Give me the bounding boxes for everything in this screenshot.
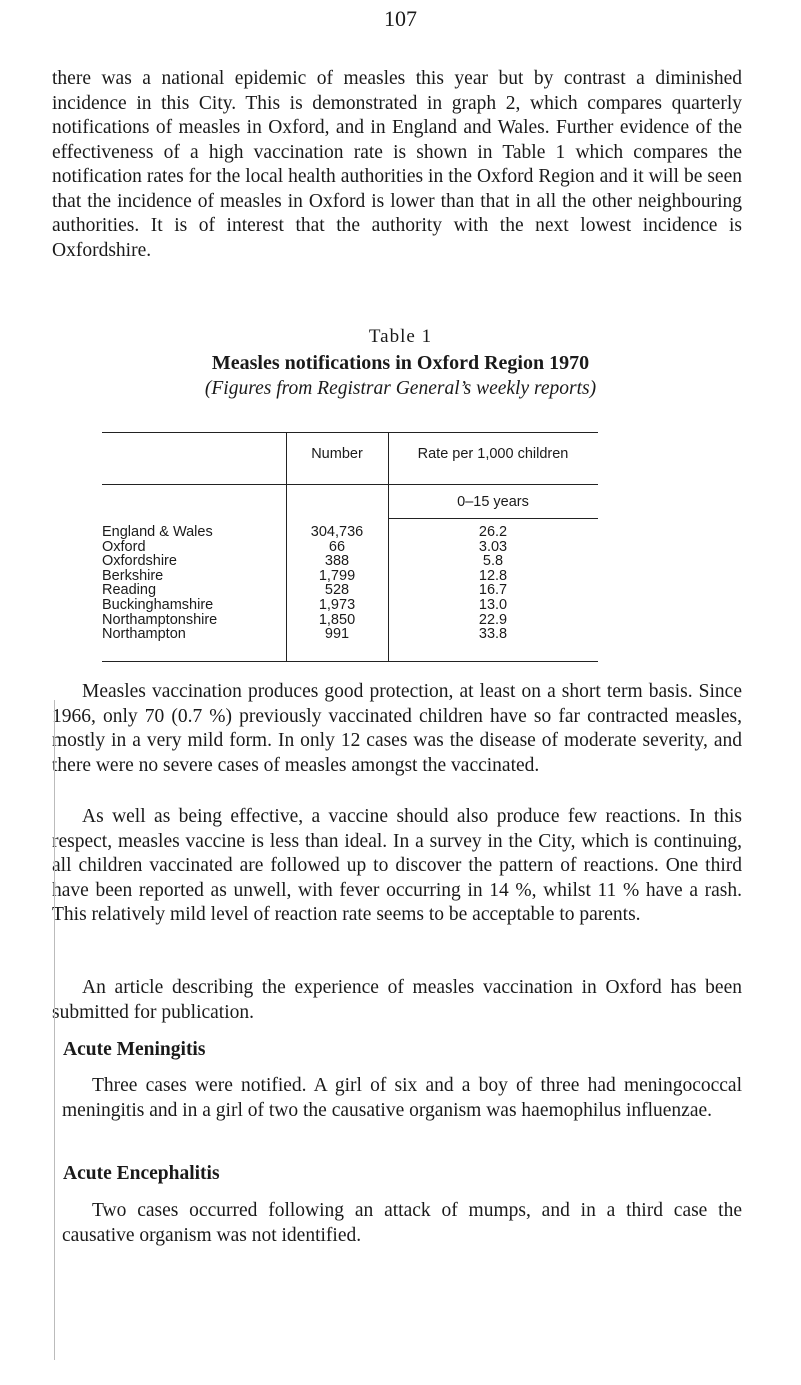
heading-acute-meningitis: Acute Meningitis: [63, 1039, 206, 1060]
table-cell-number: 304,736: [310, 524, 364, 540]
table-cell-number: 1,850: [318, 611, 356, 628]
measles-table: [102, 432, 598, 664]
table-cell-area: Buckinghamshire: [102, 596, 214, 613]
table-subheader-rule: [388, 518, 598, 519]
page-number: 107: [384, 6, 417, 31]
intro-paragraph: there was a national epidemic of measles this year but by contrast a diminished incidence in this City. This is demonstrated in graph 2, which compares quarterly notifications of measles in Oxford, and in England and Wales. Further evidence of the effectiveness of a high vaccination rate is shown in Table 1 which compares the notification rates for the local health authorities in the Oxford Region and it will be seen that the incidence of measles in Oxford is lower than that in all the other neighbouring authorities. It is of interest that the authority with the next lowest incidence is Oxfordshire.: [52, 68, 742, 261]
table-bottom-rule: [102, 661, 598, 662]
table-cell-rate: 5.8: [482, 553, 504, 570]
col-header-number: Number: [311, 446, 363, 462]
table-top-rule: [102, 432, 598, 433]
table-cell-number: 388: [324, 553, 350, 570]
area-column: [102, 525, 286, 642]
table-cell-rate: 16.7: [478, 582, 508, 599]
meningitis-paragraph: Three cases were notified. A girl of six and a boy of three had meningococcal meningitis and in a girl of two the causative organism was haemophilus influenzae.: [62, 1075, 742, 1121]
heading-acute-encephalitis: Acute Encephalitis: [63, 1163, 220, 1184]
table-subtitle: (Figures from Registrar General’s weekly reports): [204, 378, 597, 399]
table-cell-area: Berkshire: [102, 567, 164, 584]
table-cell-area: Northampton: [102, 626, 186, 643]
table-cell-rate: 13.0: [478, 596, 508, 613]
col-header-rate: Rate per 1,000 children: [417, 446, 569, 462]
encephalitis-paragraph: Two cases occurred following an attack of mumps, and in a third case the causative organism was not identified.: [62, 1200, 742, 1246]
table-cell-number: 66: [328, 538, 346, 555]
table-cell-area: Oxfordshire: [102, 553, 177, 570]
number-column: [286, 525, 388, 642]
table-cell-rate: 12.8: [478, 567, 508, 584]
scan-margin-line: [54, 700, 55, 1360]
table-header-rule: [102, 484, 598, 485]
table-cell-area: Reading: [102, 582, 157, 599]
table-cell-area: Oxford: [102, 538, 146, 555]
table-title: Measles notifications in Oxford Region 1970: [211, 352, 590, 374]
col-header-age-range: 0–15 years: [457, 494, 529, 510]
table-cell-rate: 33.8: [478, 626, 508, 643]
table-cell-number: 528: [324, 582, 350, 599]
table-label: Table 1: [368, 326, 433, 347]
table-cell-rate: 22.9: [478, 611, 508, 628]
table-cell-number: 1,973: [318, 596, 356, 613]
rate-column: [388, 525, 598, 642]
vaccination-paragraph: Measles vaccination produces good protection, at least on a short term basis. Since 1966, only 70 (0.7 %) previously vaccinated children have so far contracted measles, mostly in a very mild form. In only 12 cases was the disease of moderate severity, and there were no severe cases of measles amongst the vaccinated.: [52, 681, 742, 776]
table-cell-number: 991: [324, 626, 350, 643]
table-cell-rate: 26.2: [478, 524, 508, 540]
table-cell-number: 1,799: [318, 567, 356, 584]
reactions-paragraph: As well as being effective, a vaccine should also produce few reactions. In this respect, measles vaccine is less than ideal. In a survey in the City, which is continuing, all children vaccinated are followed up to discover the pattern of reactions. One third have been reported as unwell, with fever occurring in 14 %, whilst 11 % have a rash. This relatively mild level of reaction rate seems to be acceptable to parents.: [52, 806, 742, 925]
table-cell-rate: 3.03: [478, 538, 508, 555]
article-paragraph: An article describing the experience of measles vaccination in Oxford has been submitted for publication.: [52, 977, 742, 1023]
table-cell-area: England & Wales: [102, 524, 213, 540]
table-cell-area: Northamptonshire: [102, 611, 218, 628]
